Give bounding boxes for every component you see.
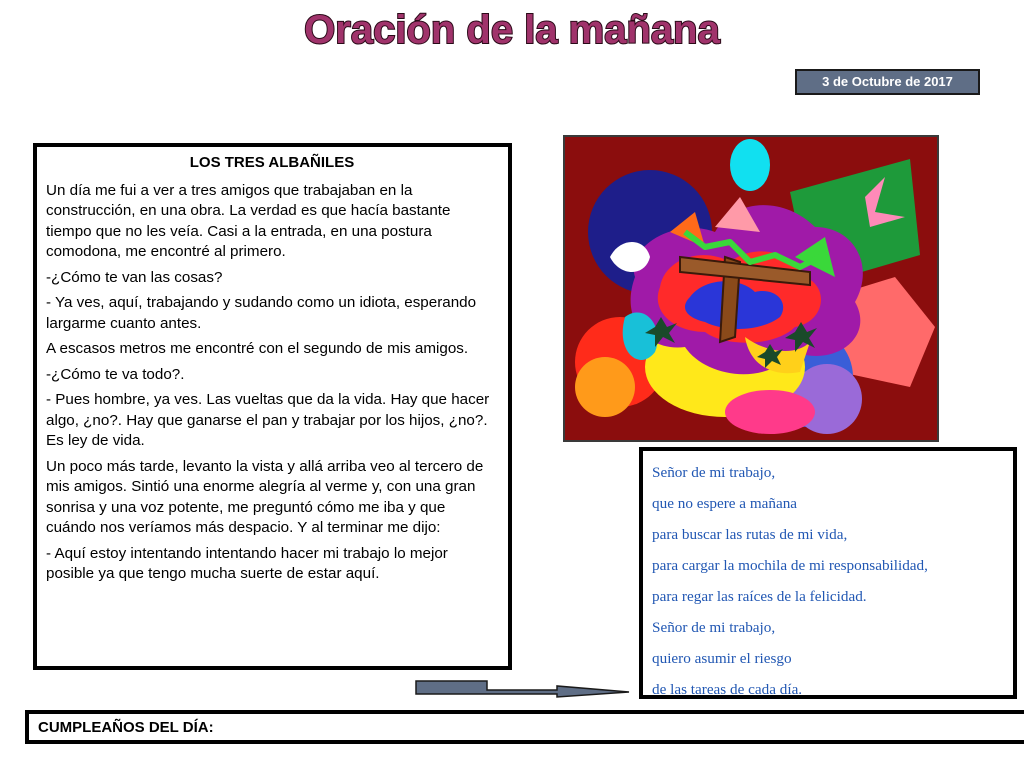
- prayer-line: de las tareas de cada día.: [652, 681, 803, 698]
- page-title-text: Oración de la mañana: [304, 8, 720, 52]
- story-box: [33, 143, 512, 670]
- birthday-label: CUMPLEAÑOS DEL DÍA:: [38, 719, 214, 736]
- story-paragraph: - Ya ves, aquí, trabajando y sudando como un idiota, esperando largarme cuanto antes.: [46, 294, 477, 332]
- arrow-right-icon: [415, 679, 631, 706]
- prayer-line: para cargar la mochila de mi responsabilidad,: [652, 557, 928, 574]
- prayer-line: que no espere a mañana: [652, 495, 798, 512]
- page-title: [0, 0, 1024, 56]
- abstract-painting: [563, 135, 939, 442]
- prayer-line: quiero asumir el riesgo: [652, 650, 792, 667]
- story-paragraph: - Aquí estoy intentando intentando hacer mi trabajo lo mejor posible ya que tengo mucha suerte de estar aquí.: [46, 544, 448, 582]
- prayer-line: para regar las raíces de la felicidad.: [652, 588, 867, 605]
- birthday-box: [25, 710, 1024, 744]
- prayer-line: para buscar las rutas de mi vida,: [652, 526, 848, 543]
- story-heading: LOS TRES ALBAÑILES: [189, 154, 355, 171]
- story-paragraph: A escasos metros me encontré con el segundo de mis amigos.: [46, 340, 469, 357]
- prayer-line: Señor de mi trabajo,: [652, 619, 776, 636]
- story-paragraph: Un día me fui a ver a tres amigos que trabajaban en la construcción, en una obra. La verdad es que hacía bastante tiempo que no les veía. Casi a la entrada, en una postura comodona, me encontré al primero.: [46, 181, 451, 260]
- date-badge: 3 de Octubre de 2017: [795, 69, 980, 95]
- prayer-line: Señor de mi trabajo,: [652, 464, 776, 481]
- prayer-box: [639, 447, 1017, 699]
- story-paragraph: - Pues hombre, ya ves. Las vueltas que da la vida. Hay que hacer algo, ¿no?. Hay que ganarse el pan y trabajar por los hijos, ¿no?. Es ley de vida.: [46, 391, 490, 449]
- story-paragraph: -¿Cómo te va todo?.: [46, 365, 185, 383]
- story-paragraph: -¿Cómo te van las cosas?: [46, 268, 223, 286]
- story-paragraph: Un poco más tarde, levanto la vista y allá arriba veo al tercero de mis amigos. Sintió una enorme alegría al verme y, con una gran sonrisa y una voz potente, me preguntó cómo me iba y que cuándo nos veríamos más despacio. Y al terminar me dijo:: [46, 457, 484, 536]
